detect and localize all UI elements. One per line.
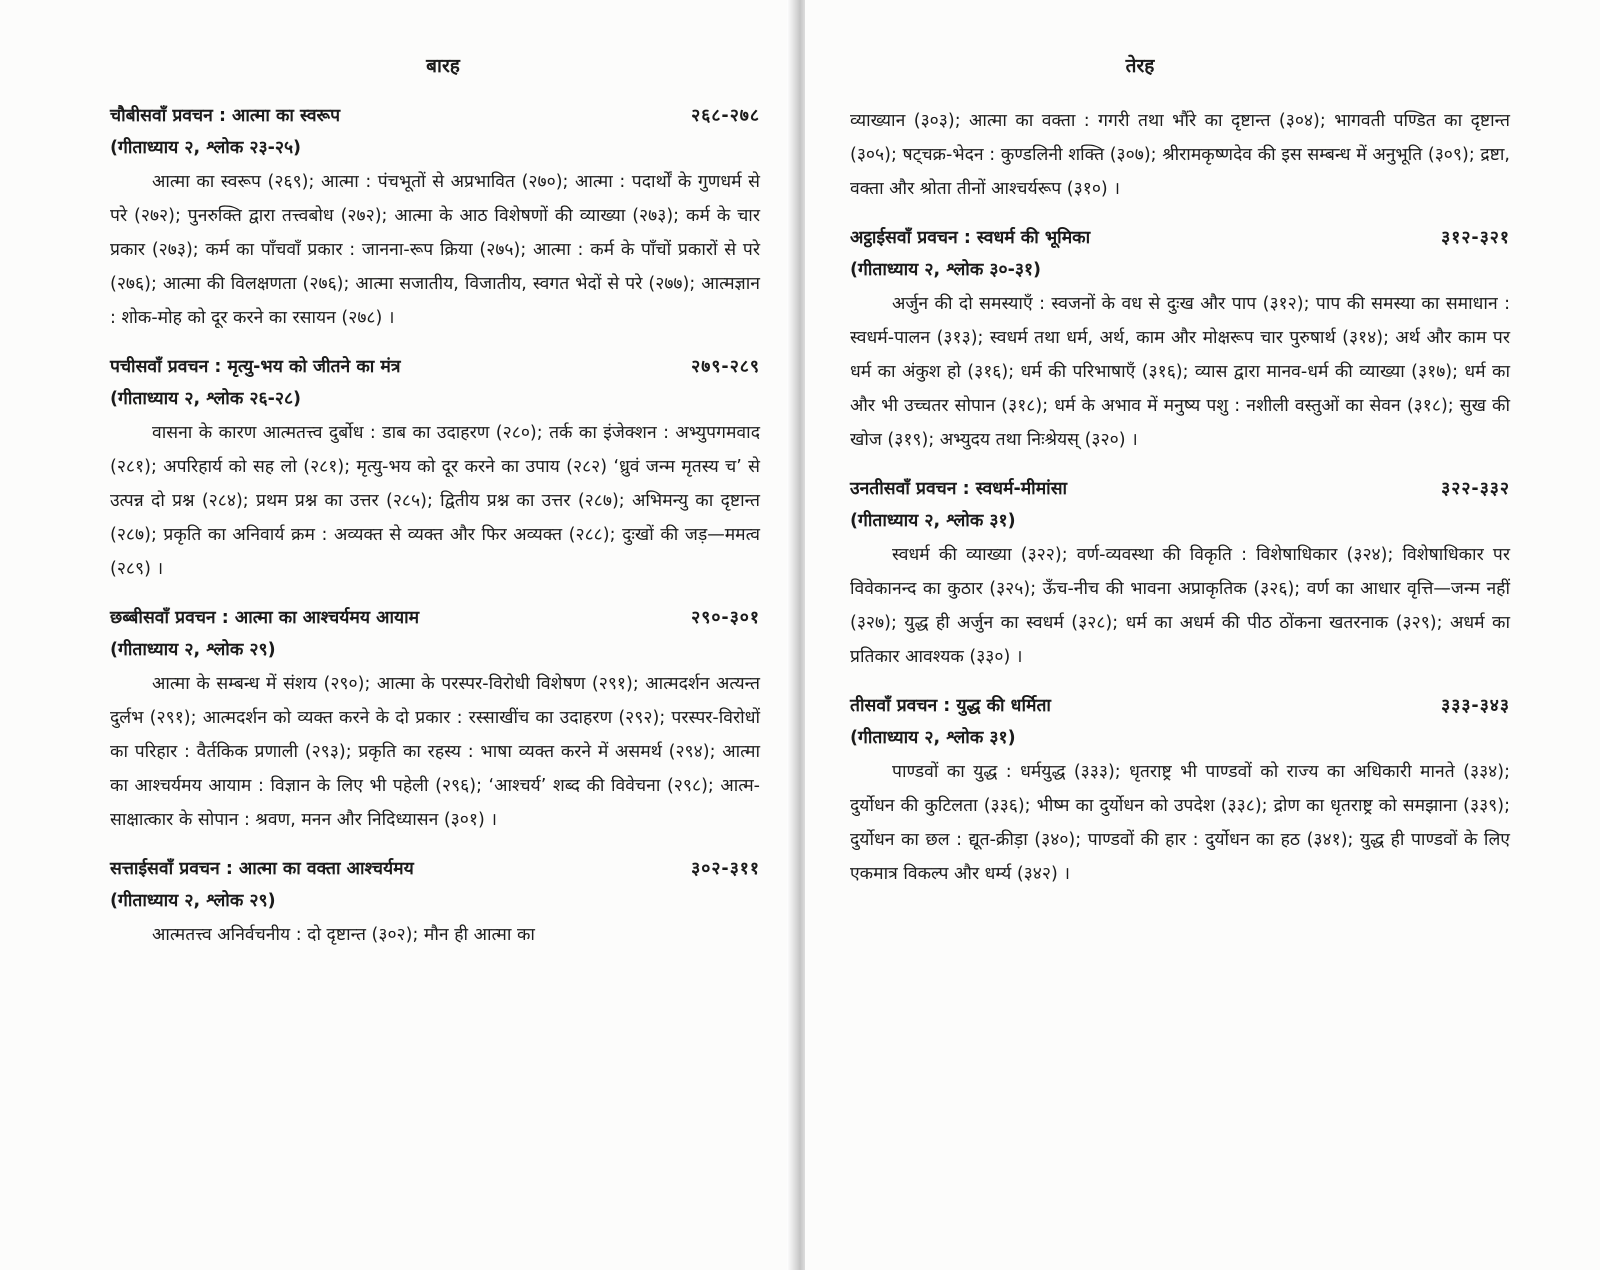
contents-section bbox=[110, 351, 760, 586]
section-page-range: ३३३-३४३ bbox=[1441, 696, 1510, 716]
section-verse-reference: (गीताध्याय २, श्लोक २९) bbox=[110, 640, 276, 660]
section-summary: पाण्डवों का युद्ध : धर्मयुद्ध (३३३); धृतराष्ट्र भी पाण्डवों को राज्य का अधिकारी मानते (३३४); दुर्योधन की कुटिलता (३३६); भीष्म का दुर्योधन को उपदेश (३३८); द्रोण का धृतराष्ट्र को समझाना (३३९); दुर्योधन का छल : द्यूत-क्रीड़ा (३४०); पाण्डवों की हार : दुर्योधन का हठ (३४१); युद्ध ही पाण्डवों के लिए एकमात्र विकल्प और धर्म्य (३४२) । bbox=[850, 762, 1510, 884]
section-verse-reference: (गीताध्याय २, श्लोक ३१) bbox=[850, 511, 1016, 531]
section-summary: आत्मा का स्वरूप (२६९); आत्मा : पंचभूतों से अप्रभावित (२७०); आत्मा : पदार्थों के गुणधर्म से परे (२७२); पुनरुक्ति द्वारा तत्त्वबोध (२७२); आत्मा के आठ विशेषणों की व्याख्या (२७३); कर्म के चार प्रकार (२७३); कर्म का पाँचवाँ प्रकार : जानना-रूप क्रिया (२७५); आत्मा : कर्म के पाँचों प्रकारों से परे (२७६); आत्मा की विलक्षणता (२७६); आत्मा सजातीय, विजातीय, स्वगत भेदों से परे (२७७); आत्मज्ञान : शोक-मोह को दूर करने का रसायन (२७८) । bbox=[110, 172, 760, 328]
contents-section bbox=[850, 690, 1510, 891]
section-verse-reference: (गीताध्याय २, श्लोक २६-२८) bbox=[110, 389, 302, 409]
left-page bbox=[0, 0, 795, 1270]
section-summary: आत्मा के सम्बन्ध में संशय (२९०); आत्मा के परस्पर-विरोधी विशेषण (२९१); आत्मदर्शन अत्यन्त दुर्लभ (२९१); आत्मदर्शन को व्यक्त करने के दो प्रकार : रस्साखींच का उदाहरण (२९२); परस्पर-विरोधों का परिहार : वैर्तकिक प्रणाली (२९३); प्रकृति का रहस्य : भाषा व्यक्त करने में असमर्थ (२९४); आत्मा का आश्चर्यमय आयाम : विज्ञान के लिए भी पहेली (२९६); ‘आश्चर्य’ शब्द की विवेचना (२९८); आत्म-साक्षात्कार के सोपान : श्रवण, मनन और निदिध्यासन (३०१) । bbox=[110, 674, 760, 830]
contents-section-continuation bbox=[850, 104, 1510, 206]
right-page-content bbox=[850, 104, 1510, 907]
left-page-content bbox=[110, 100, 760, 968]
section-page-range: २६८-२७८ bbox=[691, 106, 760, 126]
section-title: तीसवाँ प्रवचन : युद्ध की धर्मिता bbox=[850, 696, 1051, 716]
contents-section bbox=[850, 222, 1510, 457]
contents-section bbox=[850, 473, 1510, 674]
right-page-folio: तेरह bbox=[1125, 55, 1155, 77]
right-page bbox=[805, 0, 1600, 1270]
section-summary: स्वधर्म की व्याख्या (३२२); वर्ण-व्यवस्था की विकृति : विशेषाधिकार (३२४); विशेषाधिकार पर विवेकानन्द का कुठार (३२५); ऊँच-नीच की भावना अप्राकृतिक (३२६); वर्ण का आधार वृत्ति—जन्म नहीं (३२७); युद्ध ही अर्जुन का स्वधर्म (३२८); धर्म का अधर्म की पीठ ठोंकना खतरनाक (३२९); अधर्म का प्रतिकार आवश्यक (३३०) । bbox=[850, 545, 1510, 667]
section-title: सत्ताईसवाँ प्रवचन : आत्मा का वक्ता आश्चर्यमय bbox=[110, 859, 414, 879]
contents-section bbox=[110, 100, 760, 335]
section-title: पचीसवाँ प्रवचन : मृत्यु-भय को जीतने का मंत्र bbox=[110, 357, 401, 377]
section-summary: वासना के कारण आत्मतत्त्व दुर्बोध : डाब का उदाहरण (२८०); तर्क का इंजेक्शन : अभ्युपगमवाद (२८१); अपरिहार्य को सह लो (२८१); मृत्यु-भय को दूर करने का उपाय (२८२) ‘ध्रुवं जन्म मृतस्य च’ से उत्पन्न दो प्रश्न (२८४); प्रथम प्रश्न का उत्तर (२८५); द्वितीय प्रश्न का उत्तर (२८७); अभिमन्यु का दृष्टान्त (२८७); प्रकृति का अनिवार्य क्रम : अव्यक्त से व्यक्त और फिर अव्यक्त (२८८); दुःखों की जड़—ममत्व (२८९) । bbox=[110, 423, 760, 579]
section-title: छब्बीसवाँ प्रवचन : आत्मा का आश्चर्यमय आयाम bbox=[110, 608, 420, 628]
section-summary-continuation: व्याख्यान (३०३); आत्मा का वक्ता : गगरी तथा भौंरे का दृष्टान्त (३०४); भागवती पण्डित का दृष्टान्त (३०५); षट्चक्र-भेदन : कुण्डलिनी शक्ति (३०७); श्रीरामकृष्णदेव की इस सम्बन्ध में अनुभूति (३०९); द्रष्टा, वक्ता और श्रोता तीनों आश्चर्यरूप (३१०) । bbox=[850, 111, 1510, 199]
section-page-range: ३२२-३३२ bbox=[1441, 479, 1510, 499]
section-title: चौबीसवाँ प्रवचन : आत्मा का स्वरूप bbox=[110, 106, 341, 126]
section-verse-reference: (गीताध्याय २, श्लोक ३१) bbox=[850, 728, 1016, 748]
section-page-range: ३१२-३२१ bbox=[1441, 228, 1510, 248]
section-verse-reference: (गीताध्याय २, श्लोक २९) bbox=[110, 891, 276, 911]
contents-section bbox=[110, 602, 760, 837]
section-title: अट्ठाईसवाँ प्रवचन : स्वधर्म की भूमिका bbox=[850, 228, 1091, 248]
section-page-range: ३०२-३११ bbox=[691, 859, 760, 879]
section-summary: अर्जुन की दो समस्याएँ : स्वजनों के वध से दुःख और पाप (३१२); पाप की समस्या का समाधान : स्वधर्म-पालन (३१३); स्वधर्म तथा धर्म, अर्थ, काम और मोक्षरूप चार पुरुषार्थ (३१४); अर्थ और काम पर धर्म का अंकुश हो (३१६); धर्म की परिभाषाएँ (३१६); व्यास द्वारा मानव-धर्म की व्याख्या (३१७); धर्म का और भी उच्चतर सोपान (३१८); धर्म के अभाव में मनुष्य पशु : नशीली वस्तुओं का सेवन (३१८); सुख की खोज (३१९); अभ्युदय तथा निःश्रेयस् (३२०) । bbox=[850, 294, 1510, 450]
section-verse-reference: (गीताध्याय २, श्लोक २३-२५) bbox=[110, 138, 302, 158]
section-summary: आत्मतत्त्व अनिर्वचनीय : दो दृष्टान्त (३०२); मौन ही आत्मा का bbox=[152, 925, 535, 945]
section-title: उनतीसवाँ प्रवचन : स्वधर्म-मीमांसा bbox=[850, 479, 1068, 499]
contents-section bbox=[110, 853, 760, 952]
section-page-range: २९०-३०१ bbox=[691, 608, 760, 628]
section-verse-reference: (गीताध्याय २, श्लोक ३०-३१) bbox=[850, 260, 1042, 280]
left-page-folio: बारह bbox=[426, 55, 460, 77]
section-page-range: २७९-२८९ bbox=[691, 357, 760, 377]
